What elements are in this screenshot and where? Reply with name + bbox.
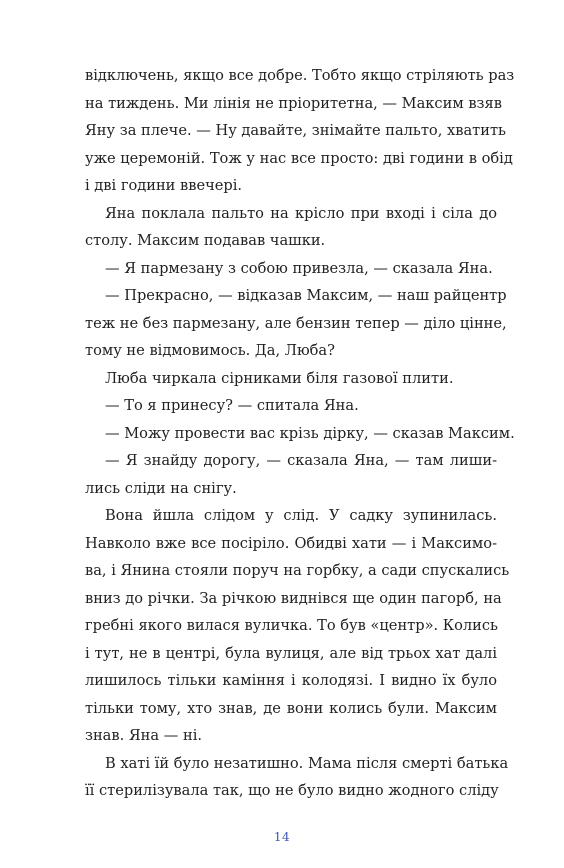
text-line: — Прекрасно, — відказав Максим, — наш райцентр	[105, 287, 507, 304]
text-line: Люба чиркала сірниками біля газової плити.	[105, 369, 454, 387]
text-line: тому не відмовимось. Да, Люба?	[85, 342, 335, 359]
text-line: відключень, якщо все добре. Тобто якщо стріляють раз	[85, 67, 515, 84]
text-line: лись сліди на снігу.	[85, 479, 237, 497]
paragraph	[85, 447, 497, 502]
text-line: і дві години ввечері.	[85, 177, 243, 194]
text-line: Вона йшла слідом у слід. У садку зупинилась.	[105, 507, 497, 524]
paragraph	[85, 502, 510, 750]
text-line: і тут, не в центрі, була вулиця, але від трьох хат далі	[85, 644, 497, 662]
text-line: Яна поклала пальто на крісло при вході і сіла до	[105, 204, 497, 222]
text-line: столу. Максим подавав чашки.	[85, 232, 326, 249]
text-line: — Можу провести вас крізь дірку, — сказав Максим.	[105, 424, 515, 442]
text-line: її стерилізувала так, що не було видно жодного сліду	[85, 782, 499, 799]
text-line: гребні якого вилася вуличка. То був «центр». Колись	[85, 617, 498, 634]
text-line: уже церемоній. Тож у нас все просто: дві години в обід	[85, 149, 513, 167]
text-line: тільки тому, хто знав, де вони колись були. Максим	[85, 699, 497, 717]
paragraph	[85, 62, 515, 200]
text-line: лишилось тільки каміння і колодязі. І видно їх було	[85, 672, 497, 689]
text-line: на тиждень. Ми лінія не пріоритетна, — Максим взяв	[85, 94, 502, 112]
text-line: — Я пармезану з собою привезла, — сказала Яна.	[105, 259, 493, 277]
text-line: — Я знайду дорогу, — сказала Яна, — там лиши-	[105, 452, 497, 469]
page-number: 14	[273, 830, 291, 844]
text-line: В хаті їй було незатишно. Мама після смерті батька	[105, 754, 509, 772]
paragraph	[85, 365, 497, 393]
paragraph	[85, 255, 497, 283]
text-line: Яну за плече. — Ну давайте, знімайте пальто, хватить	[85, 122, 506, 139]
text-line: Навколо вже все посіріло. Обидві хати — і Максимо-	[85, 534, 497, 552]
body-text	[85, 62, 515, 805]
paragraph	[85, 392, 497, 420]
paragraph	[85, 282, 507, 365]
text-line: теж не без пармезану, але бензин тепер — діло цінне,	[85, 314, 507, 332]
text-line: знав. Яна — ні.	[85, 727, 202, 744]
text-line: ва, і Янина стояли поруч на горбку, а сади спускались	[85, 562, 510, 579]
paragraph	[85, 200, 497, 255]
text-line: вниз до річки. За річкою виднівся ще один пагорб, на	[85, 589, 502, 607]
paragraph	[85, 420, 515, 448]
paragraph	[85, 750, 509, 805]
text-line: — То я принесу? — спитала Яна.	[105, 397, 359, 414]
